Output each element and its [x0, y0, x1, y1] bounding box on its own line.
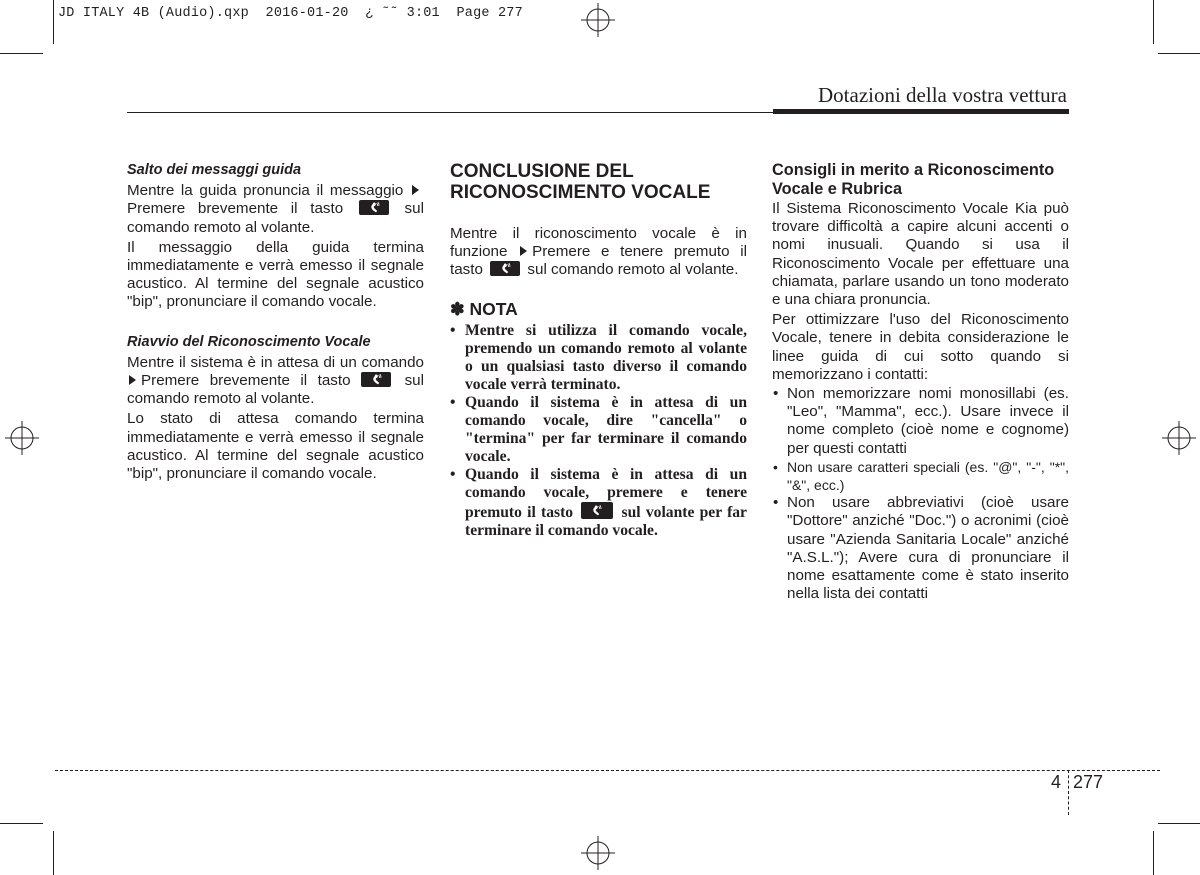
- voice-talk-button-icon: [361, 372, 391, 387]
- voice-talk-button-icon: [581, 502, 613, 519]
- paragraph: Il messaggio della guida termina immediatamente e verrà emesso il segnale acustico. Al termine del segnale acustico "bip", pronunciare il comando vocale.: [127, 238, 424, 311]
- voice-talk-button-icon: [359, 200, 389, 215]
- registration-mark-icon: [5, 421, 39, 455]
- arrow-right-icon: [412, 185, 419, 195]
- tips-list: [772, 385, 1069, 603]
- text: sul volante per far terminare il comando vocale.: [465, 503, 747, 539]
- column-1: [127, 161, 424, 483]
- crop-mark: [53, 831, 54, 875]
- list-item: [450, 466, 747, 540]
- paragraph: Lo stato di attesa comando termina immediatamente e verrà emesso il segnale acustico. Al termine del segnale acustico "bip", pronunciare il comando vocale.: [127, 410, 424, 483]
- registration-mark-icon: [581, 3, 615, 37]
- paragraph: Per ottimizzare l'uso del Riconoscimento Vocale, tenere in debita considerazione le linee guida di cui sotto quando si memorizzano i contatti:: [772, 311, 1069, 383]
- text: Mentre il sistema è in attesa di un comando: [127, 353, 424, 371]
- text: Mentre la guida pronuncia il messaggio: [127, 182, 404, 200]
- nota-list: [450, 322, 747, 540]
- header-rule: [127, 112, 773, 113]
- registration-mark-icon: [581, 836, 615, 870]
- nota-heading: ✽ NOTA: [450, 298, 518, 319]
- list-item: • Non usare abbreviativi (cioè usare "Dottore" anziché "Doc.") o acronimi (cioè usare "Azienda Sanitaria Locale" anziché "A.S.L."); Avere cura di pronunciare il nome esattamente come è stato inserito nella lista dei contatti: [772, 494, 1069, 603]
- crop-mark: [0, 53, 43, 54]
- text: sul comando remoto al volante.: [127, 372, 424, 408]
- crop-mark: [1153, 831, 1154, 875]
- crop-mark: [1158, 823, 1200, 824]
- paragraph: [127, 354, 424, 409]
- chapter-number: 4: [1051, 772, 1062, 792]
- print-slug: JD ITALY 4B (Audio).qxp 2016-01-20 ¿ ˜˜ 3:01 Page 277: [58, 6, 523, 21]
- text: Mentre il riconoscimento vocale è in funzione: [450, 225, 747, 261]
- registration-mark-icon: [1162, 421, 1196, 455]
- text: sul comando remoto al volante.: [127, 200, 424, 236]
- text: Premere brevemente il tasto: [141, 372, 351, 390]
- list-item: • Quando il sistema è in attesa di un comando vocale, dire "cancella" o "termina" per far terminare il comando vocale.: [450, 394, 747, 466]
- crop-mark: [1158, 53, 1200, 54]
- section-header-title: Dotazioni della vostra vettura: [818, 83, 1067, 107]
- paragraph: [450, 225, 747, 280]
- text: Premere brevemente il tasto: [127, 200, 344, 218]
- paragraph: Il Sistema Riconoscimento Vocale Kia può trovare difficoltà a capire alcuni accenti o nomi inusuali. Quando si usa il Riconoscimento Vocale per effettuare una chiamata, parlare usando un tono moderato e una chiara pronuncia.: [772, 200, 1069, 309]
- header-rule-thick: [773, 109, 1069, 114]
- section-title-conclusion: CONCLUSIONE DEL RICONOSCIMENTO VOCALE: [450, 161, 711, 203]
- page-number: 277: [1073, 772, 1104, 792]
- text: sul comando remoto al volante.: [527, 261, 739, 279]
- voice-talk-button-icon: [490, 261, 520, 276]
- list-item: • Non usare caratteri speciali (es. "@", "-", "*", "&", ecc.): [772, 458, 1069, 494]
- footer-dashed-divider: [1068, 770, 1069, 815]
- section-title-tips: Consigli in merito a Riconoscimento Vocale e Rubrica: [772, 161, 1055, 198]
- text: Quando il sistema è in attesa di un comando vocale, premere e tenere premuto il tasto: [465, 465, 747, 521]
- column-3: [772, 161, 1069, 603]
- subsection-title-skip: Salto dei messaggi guida: [127, 162, 302, 178]
- arrow-right-icon: [520, 246, 527, 256]
- crop-mark: [53, 0, 54, 44]
- column-2: [450, 161, 747, 540]
- list-item: • Mentre si utilizza il comando vocale, premendo un comando remoto al volante o un qualsiasi tasto diverso il comando vocale verrà terminato.: [450, 322, 747, 394]
- footer-dashed-rule: [55, 770, 1160, 771]
- subsection-title-restart: Riavvio del Riconoscimento Vocale: [127, 333, 371, 350]
- text: Premere e tenere premuto il tasto: [450, 243, 747, 279]
- crop-mark: [1153, 0, 1154, 44]
- arrow-right-icon: [129, 375, 136, 385]
- crop-mark: [0, 823, 43, 824]
- list-item: • Non memorizzare nomi monosillabi (es. "Leo", "Mamma", ecc.). Usare invece il nome completo (cioè nome e cognome) per questi contatti: [772, 385, 1069, 458]
- paragraph: [127, 182, 424, 237]
